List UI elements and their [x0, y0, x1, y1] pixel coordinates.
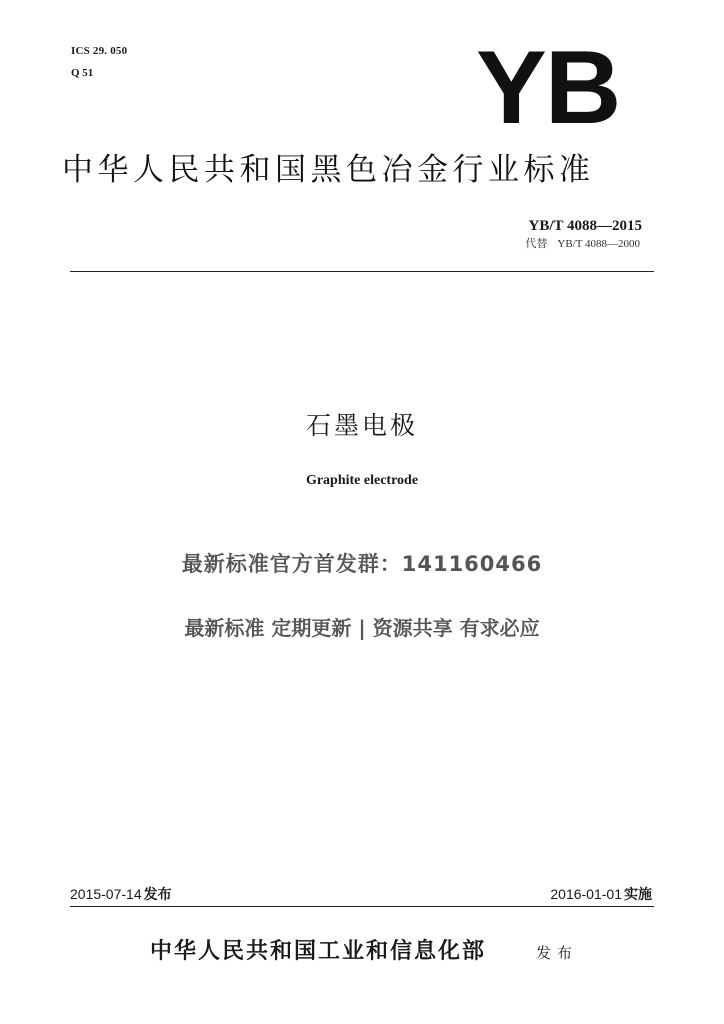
top-divider [70, 271, 654, 272]
implementation-date-value: 2016-01-01 [550, 886, 622, 902]
ics-code: ICS 29. 050 [71, 45, 128, 57]
ccs-code: Q 51 [71, 67, 94, 79]
standard-number: YB/T 4088—2015 [528, 218, 642, 234]
replaces-line [525, 237, 640, 251]
issue-date [70, 884, 172, 905]
replaces-number: YB/T 4088—2000 [557, 238, 640, 250]
issue-date-suffix: 发布 [143, 887, 172, 903]
document-title-chinese: 石墨电极 [305, 411, 418, 440]
yb-logo: YB [476, 30, 620, 146]
implementation-date-suffix: 实施 [624, 887, 652, 903]
promo-line-1: 最新标准官方首发群：141160466 [181, 552, 543, 576]
organization-title: 中华人民共和国黑色冶金行业标准 [62, 152, 595, 188]
replaces-label: 代替 [525, 237, 548, 250]
issuing-authority-suffix: 发布 [536, 944, 579, 962]
promo-line-2: 最新标准 定期更新 | 资源共享 有求必应 [184, 616, 540, 640]
issue-date-value: 2015-07-14 [70, 886, 142, 902]
issuing-authority: 中华人民共和国工业和信息化部 [150, 938, 487, 964]
document-title-english: Graphite electrode [305, 473, 419, 488]
implementation-date [550, 884, 652, 905]
bottom-divider [70, 906, 654, 907]
